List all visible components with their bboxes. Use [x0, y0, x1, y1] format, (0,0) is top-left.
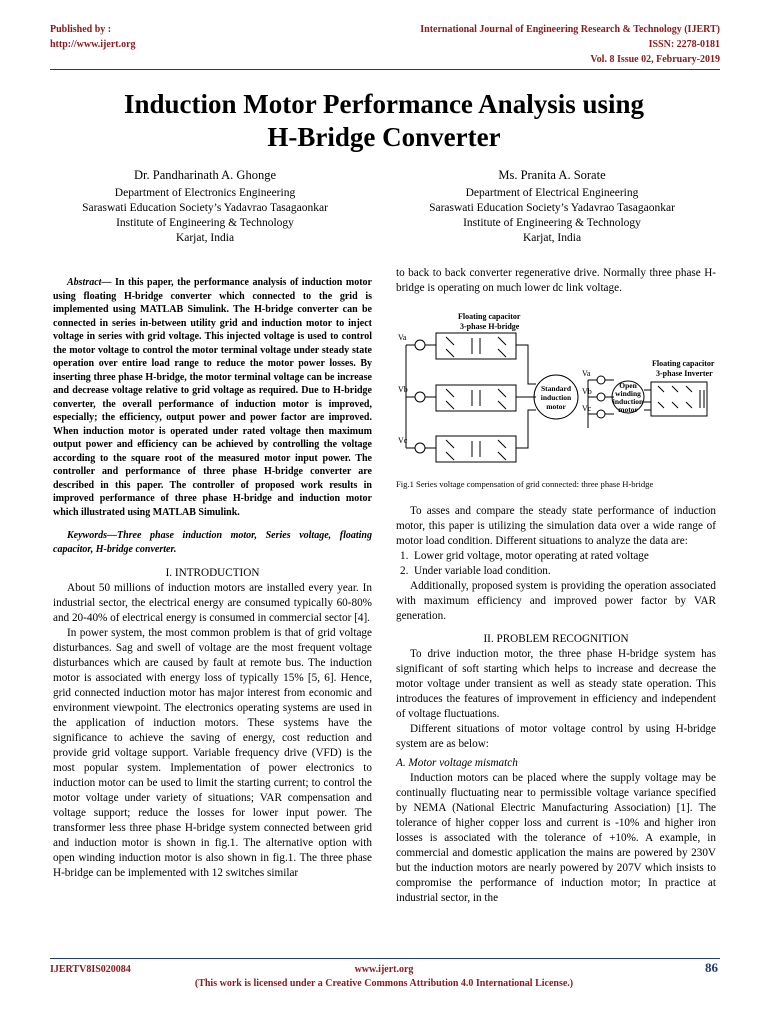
author-name: Dr. Pandharinath A. Ghonge — [134, 168, 276, 182]
fig-label-floating-capacitor-1: Floating capacitor — [458, 312, 521, 321]
fig-label-hbridge: 3-phase H-bridge — [460, 322, 520, 331]
footer-license: (This work is licensed under a Creative Commons Attribution 4.0 International License.) — [194, 978, 574, 989]
fig-va-label: Va — [398, 333, 407, 342]
source-va-icon — [415, 340, 425, 350]
right-paragraph-2: Additionally, proposed system is providing the operation associated with maximum efficiency and improved power factor by VAR generation. — [396, 580, 716, 622]
abstract-text: In this paper, the performance analysis of induction motor using floating H-bridge converter which connected to the grid is implemented using MATLAB Simulink. The H-bridge converter can be connected in series in-between utility grid and induction motor to inject voltage in series with grid voltage. This injected voltage is used to control the motor voltage to control the motor terminal voltage under steady state operation over entire load range to reduce the motor power losses. By inserting three phase H-bridge, the motor terminal voltage can be increase and decrease voltage relative to grid voltage as required. Due to H-bridge converter, the overall performance of induction motor is improved, especially; the efficiency, output power and power factor are improved. When induction motor is operated under rated voltage then maximum output power and efficiency can be achieved by controlling the voltage according to the square root of the measured motor input power. The controller and performance of three phase H-bridge converter are described in this paper. The controller of proposed work results in improved performance of three phase H-bridge and induction motor which illustrated using MATLAB Simulink. — [53, 277, 372, 518]
motor2-label-1: Open — [619, 381, 637, 390]
paper-title — [0, 88, 768, 154]
source-vb-icon — [415, 392, 425, 402]
page-number: 86 — [705, 960, 718, 975]
motor2-label-4: motor — [618, 405, 638, 414]
motor1-label-1: Standard — [540, 384, 572, 393]
header-divider — [50, 69, 720, 70]
author-location: Karjat, India — [522, 232, 582, 244]
journal-name: International Journal of Engineering Research & Technology (IJERT) — [420, 24, 720, 35]
publisher-label: Published by : — [50, 24, 112, 35]
header-right — [420, 22, 720, 67]
figure-caption: Fig.1 Series voltage compensation of grid connected: three phase H-bridge — [396, 479, 654, 489]
author-org: Saraswati Education Society’s Yadavrao Tasagaonkar — [429, 202, 675, 214]
journal-volume: Vol. 8 Issue 02, February-2019 — [590, 54, 720, 65]
fig-vb2-label: Vb — [582, 387, 592, 396]
right-paragraph-0: to back to back converter regenerative drive. Normally three phase H-bridge is operating on much lower dc link voltage. — [396, 267, 716, 294]
author-name: Ms. Pranita A. Sorate — [498, 168, 606, 182]
journal-issn: ISSN: 2278-0181 — [648, 39, 720, 50]
list-number: 1. — [400, 550, 409, 562]
fig-vc2-label: Vc — [582, 404, 592, 413]
list-number: 2. — [400, 565, 409, 577]
author-institute: Institute of Engineering & Technology — [463, 217, 641, 229]
footer-paper-id: IJERTV8IS020084 — [50, 964, 131, 975]
author-location: Karjat, India — [175, 232, 235, 244]
author-dept: Department of Electrical Engineering — [465, 187, 639, 199]
subsection-a-heading: A. Motor voltage mismatch — [396, 757, 518, 769]
list-item — [396, 549, 716, 564]
motor1-label-2: induction — [540, 393, 572, 402]
motor2-label-3: induction — [612, 397, 644, 406]
source-vc-icon — [415, 443, 425, 453]
list-text: Lower grid voltage, motor operating at rated voltage — [414, 550, 649, 562]
header-left — [50, 22, 136, 52]
author-institute: Institute of Engineering & Technology — [116, 217, 294, 229]
intro-paragraph-2: In power system, the most common problem is that of grid voltage disturbances. Sag and swell of voltage are the most frequent voltage disturbances which are caused by fault at remote bus. The induction motor is associated with energy loss of typically 15% [5, 6]. Hence, grid connected induction motor has major interest from economic and environment viewpoint. The electronics operating systems are used in the application of induction motors. These systems have the significance to achieve the saving of energy, cost reduction and provide grid voltage support. Variable frequency drive (VFD) is the most popular system. Implementation of power electronics to induction motor can be used to limit the starting current; to control the motor voltage under variety of situations; VAR compensation and voltage support; reduce the losses for lower input power. The transformer less three phase H-bridge system connected between grid and induction motor is shown in fig.1. The alternative option with open winding induction motor is also shown in fig.1. The three phase H-bridge can be implemented with 12 switches similar — [53, 627, 372, 879]
footer-divider — [50, 958, 720, 959]
right-paragraph-1: To asses and compare the steady state performance of induction motor, this paper is utilizing the simulation data over a wide range of motor load condition. Different situations to analyze the data are: — [396, 505, 716, 547]
author-block-2 — [412, 168, 692, 246]
fig-vc-label: Vc — [398, 436, 408, 445]
section-1-heading: I. INTRODUCTION — [165, 567, 260, 579]
motor1-label-3: motor — [546, 402, 566, 411]
section-2-heading: II. PROBLEM RECOGNITION — [483, 633, 629, 645]
abstract — [53, 276, 372, 519]
keywords: Keywords—Three phase induction motor, Series voltage, floating capacitor, H-bridge converter. — [53, 530, 372, 555]
section-2-paragraph-2: Different situations of motor voltage control by using H-bridge system are as below: — [396, 723, 716, 750]
section-2-paragraph-1: To drive induction motor, the three phase H-bridge system has significant of soft starting which helps to increase and decrease the motor voltage under transient as well as steady state operation. This introduces the features of improvement in efficiency and independent of voltage fluctuations. — [396, 648, 716, 720]
author-dept: Department of Electronics Engineering — [114, 187, 296, 199]
circuit-figure — [396, 310, 716, 472]
fig-label-floating-capacitor-2: Floating capacitor — [652, 359, 715, 368]
fig-va2-label: Va — [582, 369, 591, 378]
intro-paragraph-1: About 50 millions of induction motors are installed every year. In industrial sector, the electrical energy are consumed typically 60-80% and 20-40% of electrical energy is consumed in commercial sector [4]. — [53, 582, 372, 624]
title-line-1: Induction Motor Performance Analysis using — [123, 89, 644, 119]
list-text: Under variable load condition. — [414, 565, 551, 577]
fig-vb-label: Vb — [398, 385, 408, 394]
right-column — [396, 266, 716, 906]
title-line-2: H-Bridge Converter — [267, 122, 501, 152]
publisher-url[interactable]: http://www.ijert.org — [50, 39, 136, 50]
left-column — [53, 266, 372, 881]
list-item — [396, 564, 716, 579]
subsection-a-paragraph: Induction motors can be placed where the supply voltage may be continually fluctuating near to permissible voltage variance specified by NEMA (National Electric Manufacturing Association) [1]. The tolerance of higher copper loss and current is -10% and higher iron losses is associated with the tolerance of +10%. A example, in commercial and domestic application the mains are powered by 230V but the induction motors are nearly powered by 207V which insists to compromise the performance of induction motor; In practice at industrial sector, in the — [396, 772, 716, 904]
footer-url[interactable]: www.ijert.org — [354, 964, 414, 975]
fig-label-inverter: 3-phase Inverter — [656, 369, 713, 378]
author-block-1 — [70, 168, 340, 246]
abstract-label: Abstract— — [67, 277, 112, 288]
motor2-label-2: winding — [615, 389, 641, 398]
author-org: Saraswati Education Society’s Yadavrao Tasagaonkar — [82, 202, 328, 214]
